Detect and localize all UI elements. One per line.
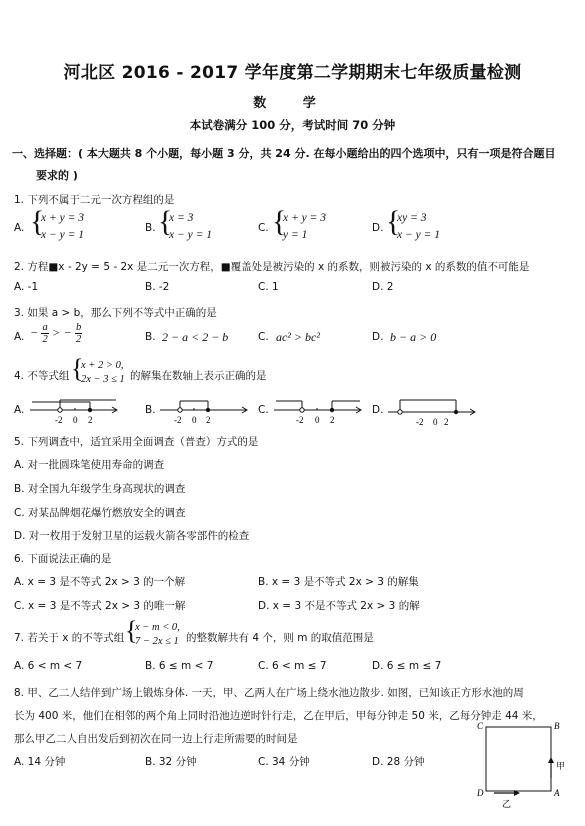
q5-option-b: B. 对全国九年级学生身高现状的调查 (14, 483, 186, 495)
q2-stem: 2. 方程■x - 2y = 5 - 2x 是二元一次方程，■覆盖处是被污染的 x 的系数，则被污染的 x 的系数的值不可能是 (14, 261, 530, 273)
svg-text:2: 2 (88, 415, 93, 425)
svg-text:2: 2 (330, 415, 335, 425)
q6-stem: 6. 下面说法正确的是 (14, 553, 112, 565)
q6-option-d: D. x = 3 不是不等式 2x > 3 的解 (258, 600, 420, 612)
q1-option-b-label: B. (145, 222, 156, 234)
q3-option-a: − $\frac{a}{2}$ > − $\frac{b}{2}$ (30, 322, 82, 345)
q1-option-b-system (169, 210, 212, 244)
svg-text:-2: -2 (296, 415, 304, 425)
q1-option-b-brace: { (158, 205, 173, 238)
q8-arrow-up-icon (548, 757, 554, 763)
q1-option-c-brace: { (272, 205, 287, 238)
q2-option-b: B. -2 (145, 281, 170, 293)
svg-text:0: 0 (433, 417, 438, 427)
q8-label-jia: 甲 (556, 762, 566, 772)
svg-text:0: 0 (192, 415, 197, 425)
q8-option-c: C. 34 分钟 (258, 756, 310, 768)
q1-c-eq2: y = 1 (283, 229, 308, 241)
q1-option-a-label: A. (14, 222, 25, 234)
q3-option-d-label: D. (372, 331, 384, 343)
q8-option-d: D. 28 分钟 (372, 756, 425, 768)
q3-option-d: b − a > 0 (390, 330, 437, 344)
q7-eq2: 7 − 2x ≤ 1 (135, 636, 179, 647)
q1-option-a-brace: { (30, 205, 45, 238)
q4-number-line-d (386, 394, 478, 428)
q5-option-d: D. 对一枚用于发射卫星的运载火箭各零部件的检查 (14, 530, 250, 542)
q8-vertex-d: D (477, 788, 484, 798)
q8-square-pool-figure (474, 718, 574, 810)
q4-eq1: x + 2 > 0, (81, 360, 124, 371)
q3-option-c: ac² > bc² (276, 330, 320, 344)
q5-stem: 5. 下列调查中，适宜采用全面调查（普查）方式的是 (14, 436, 259, 448)
q3-option-b-label: B. (145, 331, 156, 343)
q1-a-eq2: x − y = 1 (41, 229, 84, 241)
section-heading-cont: 要求的 ) (36, 169, 78, 182)
q8-vertex-b: B (554, 721, 560, 731)
q1-d-eq2: x − y = 1 (397, 229, 440, 241)
q4-number-line-b (158, 396, 250, 426)
q4-system (81, 359, 125, 387)
q7-suffix: 的整数解共有 4 个，则 m 的取值范围是 (186, 632, 374, 644)
svg-text:2: 2 (206, 415, 211, 425)
svg-text:-2: -2 (174, 415, 182, 425)
q1-c-eq1: x + y = 3 (283, 212, 326, 224)
q8-option-b: B. 32 分钟 (145, 756, 197, 768)
q4-suffix: 的解集在数轴上表示正确的是 (130, 370, 267, 382)
exam-info: 本试卷满分 100 分，考试时间 70 分钟 (189, 118, 396, 132)
q1-stem: 1. 下列不属于二元一次方程组的是 (14, 194, 175, 206)
svg-text:0: 0 (73, 415, 78, 425)
q4-option-c-label: C. (258, 404, 269, 416)
q1-option-d-label: D. (372, 222, 384, 234)
q4-number-line-c (272, 396, 364, 426)
q4-option-d-label: D. (372, 404, 384, 416)
q7-system (135, 621, 180, 649)
q7-option-c: C. 6 < m ≤ 7 (258, 660, 327, 672)
q3-option-b: 2 − a < 2 − b (162, 330, 229, 344)
q7-eq1: x − m < 0, (135, 622, 180, 633)
q7-option-d: D. 6 ≤ m ≤ 7 (372, 660, 442, 672)
q4-brace: { (71, 354, 84, 383)
svg-text:0: 0 (315, 415, 320, 425)
q7-option-b: B. 6 ≤ m < 7 (145, 660, 214, 672)
q8-label-yi: 乙 (502, 800, 512, 810)
q4-prefix: 4. 不等式组 (14, 370, 70, 382)
q4-eq2: 2x − 3 ≤ 1 (81, 374, 125, 385)
subject-title: 数 学 (253, 96, 332, 111)
q7-brace: { (125, 616, 138, 645)
q8-option-a: A. 14 分钟 (14, 756, 66, 768)
q1-a-eq1: x + y = 3 (41, 212, 84, 224)
q2-option-a: A. -1 (14, 281, 39, 293)
q3-a-frac1: $\frac{a}{2}$ (42, 322, 48, 345)
q4-option-a-label: A. (14, 404, 25, 416)
q8-stem-line1: 8. 甲、乙二人结伴到广场上锻炼身体. 一天，甲、乙两人在广场上绕水池边散步. 如图，已知该正方形水池的周 (14, 687, 524, 699)
q6-option-c: C. x = 3 是不等式 2x > 3 的唯一解 (14, 600, 186, 612)
q1-option-c-label: C. (258, 222, 269, 234)
q3-stem: 3. 如果 a > b，那么下列不等式中正确的是 (14, 307, 217, 319)
q3-a-frac2: $\frac{b}{2}$ (75, 322, 82, 345)
q3-option-c-label: C. (258, 331, 269, 343)
q2-option-c: C. 1 (258, 281, 279, 293)
q7-option-a: A. 6 < m < 7 (14, 660, 83, 672)
q8-vertex-a: A (554, 788, 560, 798)
q1-option-a-system (41, 210, 84, 244)
q1-option-c-system (283, 210, 326, 244)
section-heading: 一、选择题：( 本大题共 8 个小题，每小题 3 分，共 24 分. 在每小题给出的四个选项中，只有一项是符合题目 (12, 147, 556, 160)
q6-option-a: A. x = 3 是不等式 2x > 3 的一个解 (14, 576, 186, 588)
q7-prefix: 7. 若关于 x 的不等式组 (14, 632, 125, 644)
q1-option-d-brace: { (386, 205, 401, 238)
q1-option-d-system (397, 210, 440, 244)
q6-option-b: B. x = 3 是不等式 2x > 3 的解集 (258, 576, 419, 588)
q8-stem-line3: 那么甲乙二人自出发后到初次在同一边上行走所需要的时间是 (14, 733, 298, 745)
svg-text:-2: -2 (55, 415, 63, 425)
q8-vertex-c: C (477, 721, 484, 731)
q3-option-a-label: A. (14, 331, 25, 343)
svg-text:-2: -2 (416, 417, 424, 427)
q5-option-a: A. 对一批圆珠笔使用寿命的调查 (14, 459, 165, 471)
q2-option-d: D. 2 (372, 281, 394, 293)
exam-title: 河北区 2016 - 2017 学年度第二学期期末七年级质量检测 (63, 63, 522, 83)
q1-b-eq2: x − y = 1 (169, 229, 212, 241)
q5-option-c: C. 对某品牌烟花爆竹燃放安全的调查 (14, 507, 186, 519)
q4-number-line-a (28, 396, 120, 426)
q4-option-b-label: B. (145, 404, 156, 416)
q8-stem-line2: 长为 400 米，他们在相邻的两个角上同时沿池边逆时针行走，乙在甲后，甲每分钟走 50 米，乙每分钟走 44 米， (14, 710, 543, 722)
svg-text:2: 2 (444, 417, 449, 427)
q1-d-eq1: xy = 3 (397, 212, 427, 224)
q1-b-eq1: x = 3 (169, 212, 194, 224)
